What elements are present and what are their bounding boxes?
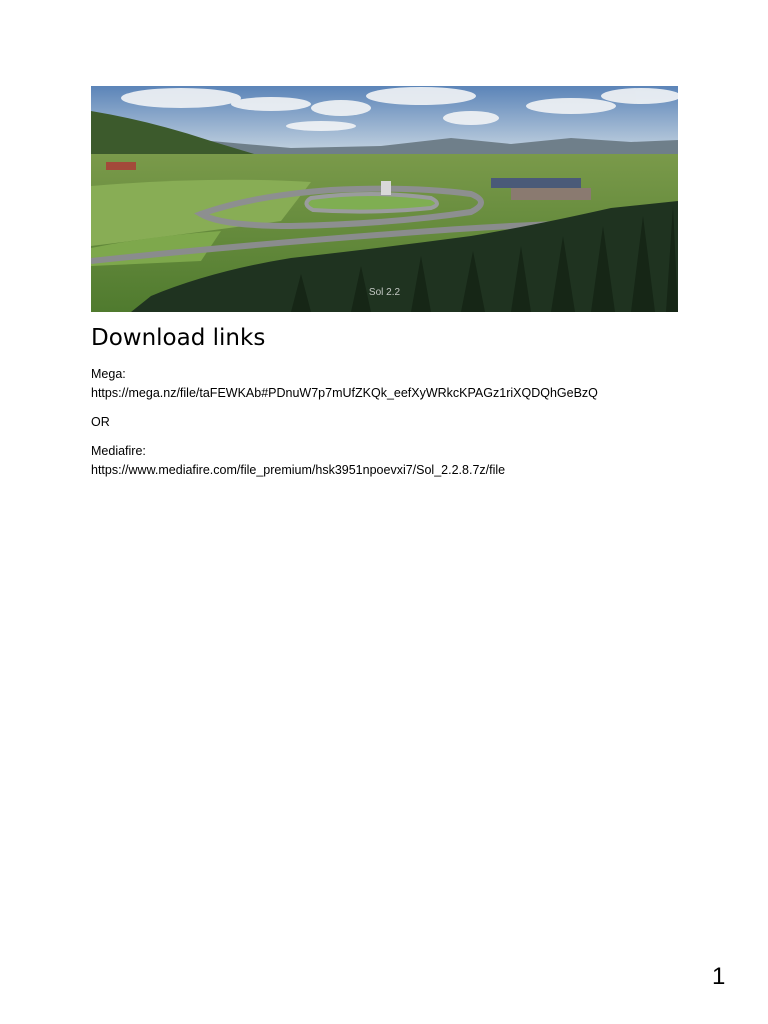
- page-heading: Download links: [91, 325, 266, 351]
- mediafire-link[interactable]: https://www.mediafire.com/file_premium/hsk3951npoevxi7/Sol_2.2.8.7z/file: [91, 463, 506, 477]
- or-separator: OR: [91, 415, 110, 429]
- mega-link[interactable]: https://mega.nz/file/taFEWKAb#PDnuW7p7mUfZKQk_eefXyWRkcKPAGz1riXQDQhGeBzQ: [91, 386, 598, 400]
- image-watermark: Sol 2.2: [368, 287, 401, 298]
- page-number: 1: [712, 963, 726, 990]
- mediafire-label: Mediafire:: [91, 444, 146, 458]
- race-track-landscape-image: [91, 86, 678, 312]
- mega-link-block: [91, 365, 598, 403]
- mediafire-link-block: [91, 442, 505, 480]
- hero-image: [91, 86, 678, 312]
- mega-label: Mega:: [91, 367, 126, 381]
